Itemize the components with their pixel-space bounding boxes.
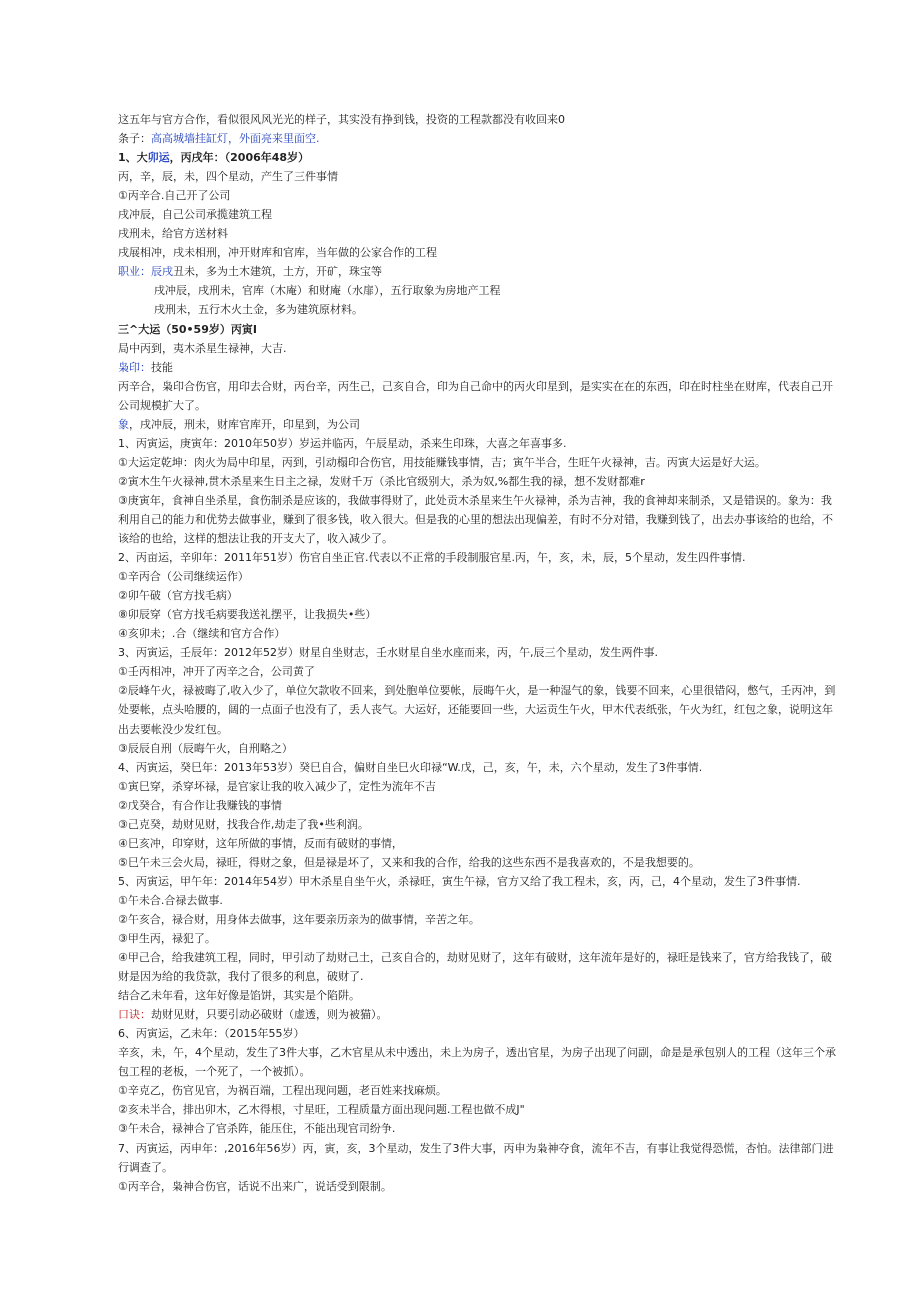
text-line: ④亥卯未；.合（继续和官方合作）	[118, 627, 286, 641]
text-line: 丙，辛，辰，未，四个星动，产生了三件事情	[118, 170, 338, 184]
text-line: ①大运定乾坤：肉火为局中印星，丙到，引动榻印合伤官，用技能赚钱事情，吉；寅午半合，生旺午火禄神，吉。丙寅大运是好大运。	[118, 455, 766, 469]
text-line: 结合乙未年看，这年好像是馅饼，其实是个陷阱。	[118, 989, 360, 1003]
text-line: 戌冲辰，自己公司承揽建筑工程	[118, 208, 272, 222]
text-line: 戌展相冲，戌未相刑，冲开财库和官库，当年做的公家合作的工程	[118, 246, 437, 260]
text-line: ①辛丙合（公司继续运作）	[118, 570, 249, 584]
section-heading: 3、丙寅运，壬辰年：2012年52岁）财星自坐财志，壬水财星自坐水座而来，丙，午,辰三个星动，发生两件事.	[118, 646, 658, 660]
paragraph: ②辰峰午火，禄被晦了,收入少了，单位欠款收不回来，到处胞单位要帐，辰晦午火，是一种湿气的象，钱要不回来，心里很错闷，憋气，壬丙冲，到处要帐，点头哈腰的，阔的一点面子也没有了，丢人丧气。大运好，还能要回一些，大运贡生午火，甲木代表纸张，午火为红，红包之象，说明这年出去要帐没少发红包。	[118, 684, 836, 736]
section-heading: 7、丙寅运，丙申年：,2016年56岁）丙，寅，亥，3个星动，发生了3件大事，丙申为枭神夺食，流年不吉，有事让我觉得恐慌，杏怕。法律部门进行调查了。	[118, 1141, 834, 1174]
text-line: 戌刑未，五行木火土金，多为建筑原材料。	[154, 303, 363, 317]
text-line: ①丙辛合.自己开了公司	[118, 189, 231, 203]
text-line: ⑧卯辰穿（官方找毛病要我送礼摆平，让我损失•些）	[118, 608, 377, 622]
section-heading: 1、大卯运，丙戌年：（2006年48岁）	[118, 151, 310, 165]
text-line: 职业：辰戌丑未，多为土木建筑，土方，开矿，珠宝等	[118, 265, 382, 279]
section-heading: 1、丙寅运，庚寅年：2010年50岁）岁运并临丙，午辰星动，杀来生印珠，大喜之年喜事多.	[118, 436, 567, 450]
text-line: ③辰辰自刑（辰晦午火，自刑略之）	[118, 741, 293, 755]
text-line: ①壬丙相冲，冲开了丙辛之合，公司黄了	[118, 665, 315, 679]
text-line: ③己克癸，劫财见财，找我合作,劫走了我•些利润。	[118, 817, 369, 831]
text-line: 戌刑未，给官方送材料	[118, 227, 228, 241]
text-line: 局中丙到，夷木杀星生禄神，大吉.	[118, 341, 287, 355]
text-line: 条子：高高城墙挂缸灯，外面亮来里面空.	[118, 132, 320, 146]
text-line: ①丙辛合，枭神合伤官，话说不出来广，说话受到限制。	[118, 1179, 392, 1193]
text-line: 口诀：劫财见财，只要引动必破财（虚透，则为被猫）。	[118, 1008, 388, 1022]
text-line: ③午未合，禄神合了官杀阵，能压住，不能出现官司纷争.	[118, 1122, 396, 1136]
text-line: ②寅木生午火禄神,贯木杀星来生日主之禄，发财千万（杀比官级别大，杀为奴,%都生我的禄，想不发财都难r	[118, 474, 645, 488]
text-line: ④巳亥冲，印穿财，这年所做的事情，反而有破财的事情，	[118, 836, 403, 850]
text-line: ③甲生丙，禄犯了。	[118, 932, 216, 946]
text-line: ⑤巳午未三会火局，禄旺，得财之象，但是禄是坏了，又来和我的合作，给我的这些东西不是我喜欢的，不是我想要的。	[118, 855, 700, 869]
document-page	[118, 110, 836, 1196]
paragraph: 辛亥，未，午，4个星动，发生了3件大事，乙木官星从未中透出，未上为房子，透出官星，为房子出现了问副，命是是承包别人的工程（这年三个承包工程的老板，一个死了，一个被抓）。	[118, 1046, 836, 1079]
text-line: ②午亥合，禄合财，用身体去做事，这年要亲历亲为的做事情，辛苦之年。	[118, 912, 480, 926]
paragraph: ③庚寅年，食神自坐杀星，食伤制杀是应该的，我做事得财了，此处贡木杀星来生午火禄神，杀为吉神，我的食神却来制杀，又是错误的。象为：我利用自己的能力和优势去做事业，赚到了很多钱，收入很大。但是我的心里的想法出现偏差，有时不分对错，我赚到钱了，出去办事该给的也给，不该给的也给，这样的想法让我的开支大了，收入减少了。	[118, 493, 833, 546]
section-heading: 6、丙寅运，乙未年：（2015年55岁）	[118, 1027, 305, 1041]
text-line: ②戊癸合，有合作让我赚钱的事情	[118, 798, 282, 812]
text-line: ①寅巳穿，杀穿坏禄，是官家让我的收入减少了，定性为流年不吉	[118, 779, 436, 793]
text-line: 枭印：技能	[118, 360, 173, 374]
section-heading: 三^大运（50•59岁）丙寅I	[118, 322, 257, 336]
text-line: ①午未合.合禄去做事.	[118, 893, 223, 907]
text-line: 这五年与官方合作，看似很风风光光的样子，其实没有挣到钱，投资的工程款都没有收回来0	[118, 113, 565, 126]
section-heading: 4、丙寅运，癸巳年：2013年53岁）癸巳自合，偏财自坐巳火印禄“W.戊，己，亥，午，未，六个星动，发生了3件事情.	[118, 760, 703, 774]
text-line: ②卯午破（官方找毛病）	[118, 589, 238, 603]
text-line: 戌冲辰，戌刑未，官库（木庵）和财庵（水扉），五行取象为房地产工程	[154, 284, 501, 298]
text-line: ①辛克乙，伤官见官，为祸百端，工程出现问题，老百姓来找麻烦。	[118, 1084, 447, 1098]
section-heading: 5、丙寅运，甲午年：2014年54岁）甲木杀星自坐午火，杀禄旺，寅生午禄，官方又给了我工程未，亥，丙，己，4个星动，发生了3件事情.	[118, 874, 801, 888]
paragraph: ④甲己合，给我建筑工程，同时，甲引动了劫财己土，己亥自合的，劫财见财了，这年有破财，这年流年是好的，禄旺是钱来了，官方给我钱了，破财是因为给的我贷款，我付了很多的利息，破财了.	[118, 951, 832, 984]
paragraph: 丙辛合，枭印合伤官，用印去合财，丙台辛，丙生己，己亥自合，印为自己命中的丙火印星到，是实实在在的东西，印在时柱坐在财库，代表自己开公司规模扩大了。	[118, 379, 833, 412]
text-line: ②亥未半合，排出卯木，乙木得根，寸星旺，工程质量方面出现问题.工程也做不成J"	[118, 1103, 525, 1117]
section-heading: 2、丙亩运，辛卯年：2011年51岁）伤官自坐正官.代表以不正常的手段制服官星.丙，午，亥，未，辰，5个星动，发生四件事情.	[118, 551, 746, 565]
text-line: 象，戌冲辰，刑未，财库官库开，印星到，为公司	[118, 417, 360, 431]
